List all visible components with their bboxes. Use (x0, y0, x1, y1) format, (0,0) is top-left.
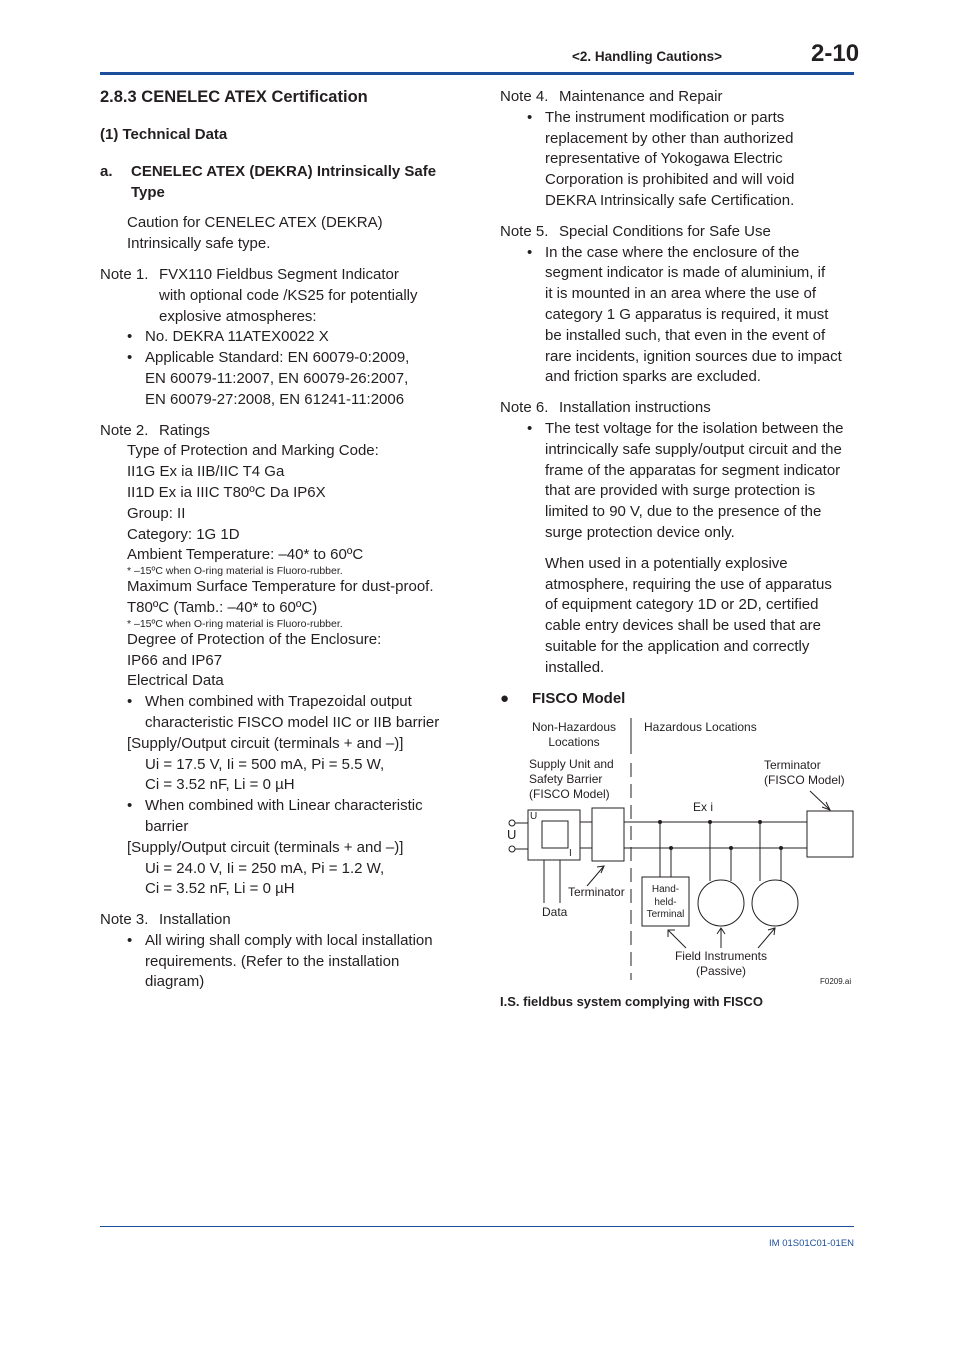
note-1-line: FVX110 Fieldbus Segment Indicator (159, 265, 399, 283)
right-column (500, 87, 854, 709)
electrical-bullet-line: When combined with Trapezoidal output (145, 693, 412, 711)
note-4-label: Note 4. (500, 88, 549, 105)
junction-dot (779, 846, 783, 850)
fisco-heading (500, 689, 854, 710)
fisco-terminator-box (807, 811, 853, 857)
note-1-bullet-text: No. DEKRA 11ATEX0022 X (145, 328, 329, 346)
note-6-line: limited to 90 V, due to the presence of the (545, 503, 822, 521)
note-1-standard-line: EN 60079-11:2007, EN 60079-26:2007, (145, 369, 409, 387)
rating-line: Electrical Data (127, 672, 224, 690)
terminator-label: Terminator (568, 885, 625, 899)
hazardous-label: Hazardous Locations (644, 720, 757, 734)
note-1-standard-line: EN 60079-27:2008, EN 61241-11:2006 (145, 390, 405, 408)
supply-unit-inner (542, 821, 568, 848)
footnote: * –15ºC when O-ring material is Fluoro-rubber. (127, 565, 343, 578)
note-4-line: replacement by other than authorized (545, 129, 794, 147)
note-4-title: Maintenance and Repair (559, 88, 723, 105)
rating-line: T80ºC (Tamb.: –40* to 60ºC) (127, 598, 318, 616)
supply-label: [Supply/Output circuit (terminals + and –)] (127, 838, 404, 856)
electrical-bullet-line: characteristic FISCO model IIC or IIB barrier (145, 713, 440, 731)
note-1 (100, 265, 456, 327)
section-heading: 2.8.3 CENELEC ATEX Certification (100, 88, 368, 106)
rating-line: Type of Protection and Marking Code: (127, 442, 379, 460)
junction-dot (658, 820, 662, 824)
note-1-standard-line: Applicable Standard: EN 60079-0:2009, (145, 349, 410, 367)
note-2-ratings (100, 441, 456, 692)
note-3-title: Installation (159, 911, 231, 929)
note-6-para-line: suitable for the application and correctly (545, 637, 810, 655)
input-terminal (509, 846, 515, 852)
ex-i-label: Ex i (693, 800, 714, 814)
note-5-line: category 1 G apparatus is required, it must (545, 305, 829, 323)
electrical-bullet: • When combined with Trapezoidal output characteristic FISCO model IIC or IIB barrier (100, 692, 456, 734)
note-1-label: Note 1. (100, 265, 149, 283)
rating-line: Degree of Protection of the Enclosure: (127, 630, 382, 648)
figure-caption: I.S. fieldbus system complying with FISCO (500, 994, 763, 1009)
item-a-letter: a. (100, 162, 113, 180)
note-3-label: Note 3. (100, 911, 149, 929)
header-section-title: <2. Handling Cautions> (572, 49, 723, 64)
note-3-bullet-line: diagram) (145, 973, 205, 991)
footer-doc-id: IM 01S01C01-01EN (769, 1238, 855, 1249)
note-5-line: be installed such, that even in the event of (545, 326, 826, 344)
note-6-bullet: • The test voltage for the isolation between the intrincically safe supply/output circuit and the frame of the apparatas for segment indicator that are provided with surge protection is limited to 90 V, due to the presence of the surge protection device only. (500, 419, 854, 544)
electrical-value-line: Ci = 3.52 nF, Li = 0 µH (145, 880, 295, 898)
data-label: Data (542, 905, 568, 919)
note-3 (100, 910, 456, 931)
page-number: 2-10 (811, 40, 860, 67)
supply-u-label: U (530, 811, 538, 822)
u-label: U (507, 827, 517, 842)
left-column (100, 87, 456, 993)
note-6-para-line: installed. (545, 658, 605, 676)
item-a-heading (100, 162, 456, 204)
electrical-bullet-line: barrier (145, 817, 189, 835)
electrical-value-line: Ci = 3.52 nF, Li = 0 µH (145, 776, 295, 794)
supply-unit-label: Supply Unit and Safety Barrier (FISCO Model) (529, 757, 614, 801)
note-6-para-line: of equipment category 1D or 2D, certified (545, 596, 819, 614)
note-5-line: it is mounted in an area where the use of (545, 285, 816, 303)
non-hazardous-label: Non-Hazardous Locations (531, 720, 617, 749)
note-3-bullet-line: requirements. (Refer to the installation (145, 952, 400, 970)
note-1-line: explosive atmospheres: (159, 307, 317, 325)
subsection-heading: (1) Technical Data (100, 126, 228, 143)
safety-barrier-box (592, 808, 624, 861)
caution-text (100, 213, 456, 255)
note-5-line: rare incidents, ignition sources due to impact (545, 347, 842, 365)
note-6-paragraph (500, 554, 854, 679)
header-rule (100, 72, 854, 75)
input-terminal (509, 820, 515, 826)
note-6 (500, 398, 854, 419)
note-2-title: Ratings (159, 421, 210, 439)
note-6-line: frame of the apparatas for segment indicator (545, 461, 841, 479)
note-5-label: Note 5. (500, 222, 549, 240)
terminator-fisco-label: Terminator (FISCO Model) (764, 758, 845, 787)
rating-line: II1D Ex ia IIIC T80ºC Da IP6X (127, 483, 326, 501)
caution-line: Intrinsically safe type. (127, 235, 271, 253)
note-5-bullet: • In the case where the enclosure of the segment indicator is made of aluminium, if it is mounted in an area where the use of category 1 G apparatus is required, it must be installed such, that even in the event of rare incidents, ignition sources due to impact and friction sparks are excluded. (500, 243, 854, 389)
electrical-bullet-line: When combined with Linear characteristic (145, 797, 423, 815)
note-5-line: In the case where the enclosure of the (545, 243, 800, 261)
electrical-value-line: Ui = 17.5 V, Ii = 500 mA, Pi = 5.5 W, (145, 755, 385, 773)
caution-line: Caution for CENELEC ATEX (DEKRA) (127, 214, 383, 232)
note-6-line: intrincically safe supply/output circuit and the (545, 440, 842, 458)
note-5-line: segment indicator is made of aluminium, if (545, 264, 826, 282)
electrical-values (100, 755, 456, 797)
note-6-line: The test voltage for the isolation between the (545, 419, 844, 437)
footnote: * –15ºC when O-ring material is Fluoro-rubber. (127, 617, 343, 630)
footer-rule (100, 1226, 854, 1227)
note-4 (500, 87, 854, 108)
note-1-line: with optional code /KS25 for potentially (159, 286, 418, 304)
junction-dot (708, 820, 712, 824)
note-4-line: Corporation is prohibited and will void (545, 171, 795, 189)
rating-line: II1G Ex ia IIB/IIC T4 Ga (127, 463, 285, 481)
rating-line: Maximum Surface Temperature for dust-proof. (127, 578, 434, 596)
rating-line: Category: 1G 1D (127, 525, 240, 543)
note-4-line: The instrument modification or parts (545, 108, 785, 126)
note-6-label: Note 6. (500, 399, 549, 417)
bullet-dot: ● (500, 689, 510, 707)
note-1-bullet: • No. DEKRA 11ATEX0022 X (100, 327, 456, 348)
field-instrument-circle (752, 880, 798, 926)
fisco-title: FISCO Model (532, 689, 626, 707)
rating-line: Group: II (127, 504, 186, 522)
rating-line: IP66 and IP67 (127, 651, 223, 669)
fisco-diagram (500, 715, 856, 990)
supply-label: [Supply/Output circuit (terminals + and –)] (127, 734, 404, 752)
note-6-para-line: atmosphere, requiring the use of apparatus (545, 575, 832, 593)
note-6-line: surge protection device only. (545, 523, 735, 541)
note-2 (100, 421, 456, 442)
electrical-bullet: • When combined with Linear characteristic barrier (100, 796, 456, 838)
note-4-bullet: • The instrument modification or parts replacement by other than authorized representative of Yokogawa Electric Corporation is prohibited and will void DEKRA Intrinsically safe Certification. (500, 108, 854, 212)
note-5 (500, 222, 854, 243)
item-a-title: CENELEC ATEX (DEKRA) Intrinsically Safe Type (131, 162, 437, 201)
note-2-label: Note 2. (100, 421, 149, 439)
note-5-title: Special Conditions for Safe Use (559, 222, 771, 240)
note-5-line: and friction sparks are excluded. (545, 368, 761, 386)
electrical-value-line: Ui = 24.0 V, Ii = 250 mA, Pi = 1.2 W, (145, 859, 385, 877)
electrical-values (100, 859, 456, 901)
note-6-line: that are provided with surge protection is (545, 482, 816, 500)
rating-line: Ambient Temperature: –40* to 60ºC (127, 546, 364, 564)
junction-dot (758, 820, 762, 824)
note-3-bullet-line: All wiring shall comply with local installation (145, 931, 433, 949)
supply-i-label: I (569, 848, 572, 859)
figure-id: F0209.ai (820, 977, 852, 986)
note-1-bullet: • Applicable Standard: EN 60079-0:2009, EN 60079-11:2007, EN 60079-26:2007, EN 60079-27:2008, EN 61241-11:2006 (100, 348, 456, 410)
note-6-title: Installation instructions (559, 399, 711, 417)
note-4-line: representative of Yokogawa Electric (545, 150, 783, 168)
note-6-para-line: cable entry devices shall be used that are (545, 617, 821, 635)
field-instrument-circle (698, 880, 744, 926)
junction-dot (729, 846, 733, 850)
field-instruments-label: Field Instruments (Passive) (674, 949, 768, 978)
note-4-line: DEKRA Intrinsically safe Certification. (545, 191, 795, 209)
junction-dot (669, 846, 673, 850)
note-3-bullet: • All wiring shall comply with local installation requirements. (Refer to the installation diagram) (100, 931, 456, 993)
note-6-para-line: When used in a potentially explosive (545, 554, 788, 572)
hand-held-terminal-label: Hand- held- Terminal (646, 884, 685, 920)
